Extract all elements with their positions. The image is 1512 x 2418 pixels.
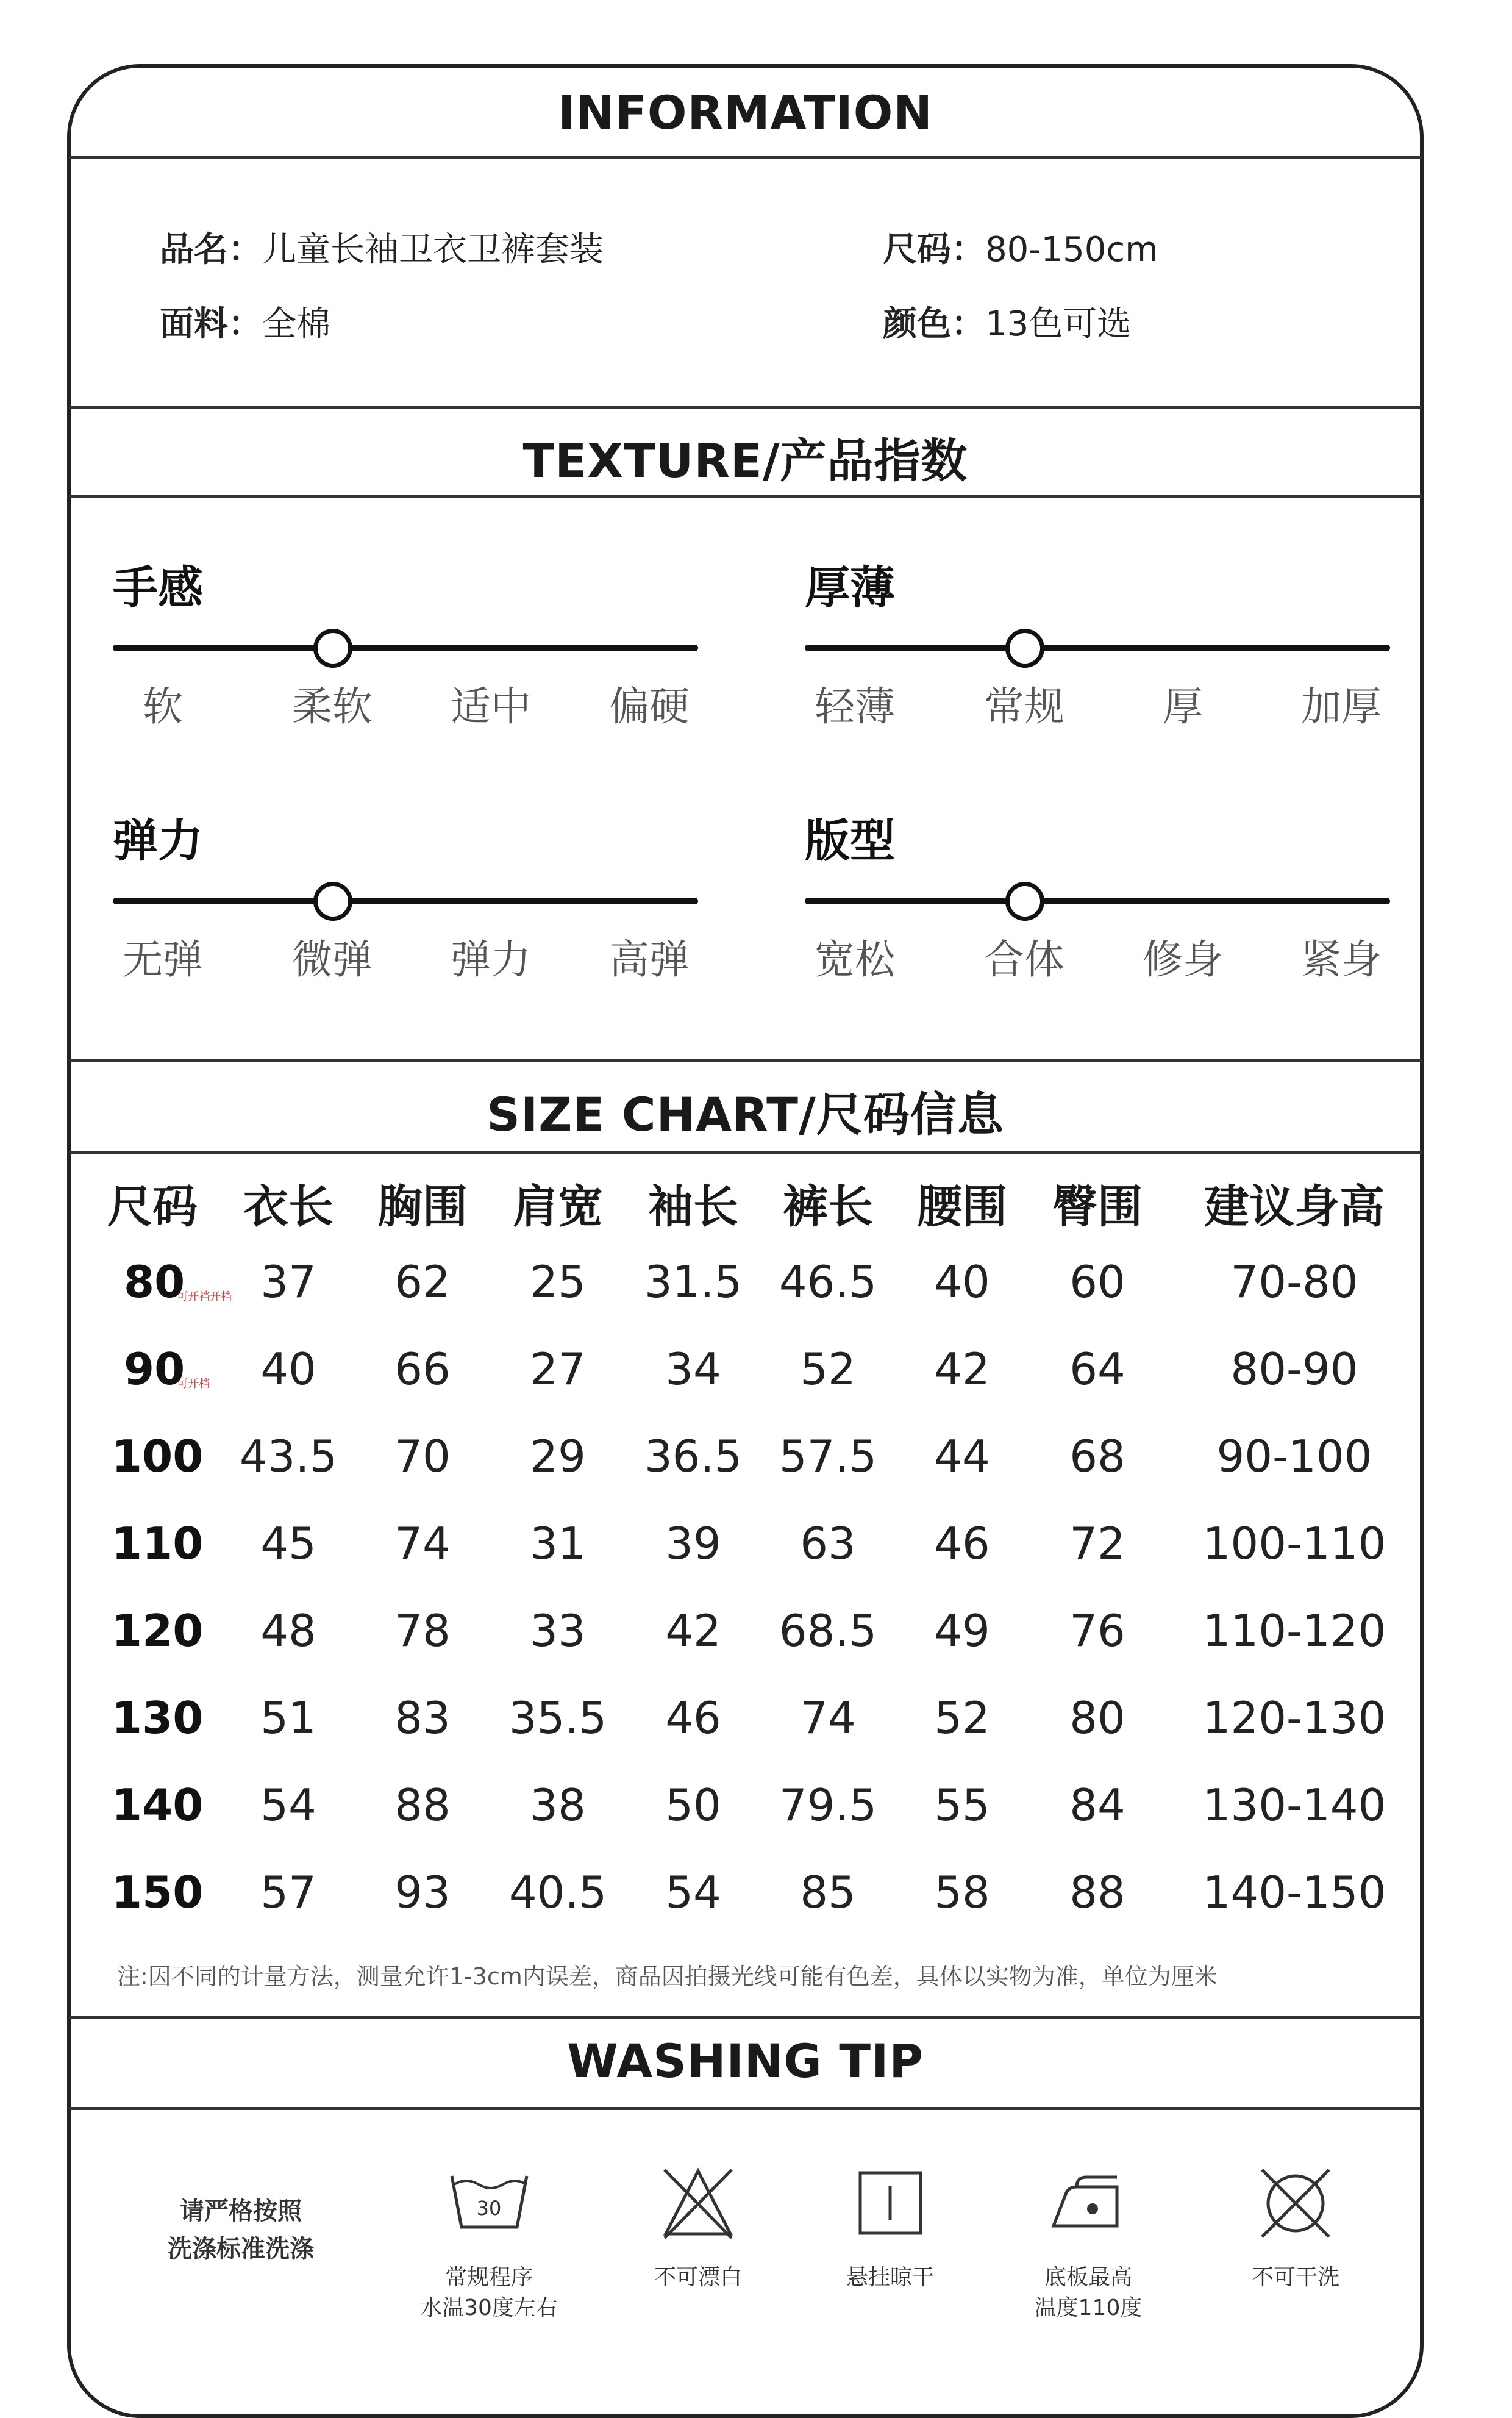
size-header-cell: 肩宽 <box>513 1181 603 1233</box>
wash-30-caption <box>420 2262 558 2323</box>
no-dry-clean-caption: 不可干洗 <box>1251 2265 1340 2290</box>
product-name-row <box>160 223 604 271</box>
divider <box>69 495 1422 498</box>
size-cell: 76 <box>1069 1605 1125 1656</box>
size-cell: 55 <box>934 1780 990 1831</box>
size-cell: 68.5 <box>779 1605 877 1656</box>
size-cell: 39 <box>665 1518 721 1569</box>
iron-110-icon <box>1049 2171 1128 2235</box>
size-cell: 58 <box>934 1867 990 1918</box>
texture-option: 微弹 <box>292 936 373 983</box>
texture-knob <box>1005 629 1044 668</box>
size-cell: 57 <box>260 1867 316 1918</box>
size-cell: 46 <box>665 1692 721 1744</box>
washing-intro-line1: 请严格按照 <box>180 2197 302 2225</box>
size-value: 150 <box>112 1867 204 1918</box>
size-chart-title: SIZE CHART/尺码信息 <box>487 1087 1004 1142</box>
size-cell: 74 <box>800 1692 856 1744</box>
size-cell: 42 <box>934 1343 990 1395</box>
iron-caption <box>1035 2262 1143 2323</box>
size-cell: 40.5 <box>508 1867 607 1918</box>
size-cell: 40 <box>934 1256 990 1307</box>
texture-slider <box>113 552 704 730</box>
size-cell: 90-100 <box>1216 1431 1372 1482</box>
no-dry-clean-icon <box>1256 2164 1335 2243</box>
size-cell: 40 <box>260 1343 316 1395</box>
texture-label: 弹力 <box>113 815 203 867</box>
washing-intro <box>140 2192 341 2268</box>
size-cell: 33 <box>530 1605 586 1656</box>
texture-slider <box>805 805 1396 983</box>
size-cell: 64 <box>1069 1343 1125 1395</box>
size-value: 110 <box>112 1518 204 1569</box>
size-cell: 68 <box>1069 1431 1125 1482</box>
size-cell: 74 <box>394 1518 451 1569</box>
texture-label: 厚薄 <box>805 562 895 614</box>
size-note: 可开裆开档 <box>177 1290 232 1303</box>
size-cell: 42 <box>665 1605 721 1656</box>
size-value: 130 <box>112 1692 204 1744</box>
size-cell: 72 <box>1069 1518 1125 1569</box>
size-cell: 70-80 <box>1230 1256 1358 1307</box>
size-cell: 45 <box>260 1518 316 1569</box>
size-cell: 78 <box>394 1605 451 1656</box>
texture-title: TEXTURE/产品指数 <box>522 434 968 488</box>
size-cell: 37 <box>260 1256 316 1307</box>
size-header-cell: 尺码 <box>107 1181 198 1233</box>
texture-track <box>113 898 698 904</box>
size-cell: 88 <box>1069 1867 1125 1918</box>
size-cell: 25 <box>530 1256 586 1307</box>
wash-30-caption-line2: 水温30度左右 <box>420 2295 558 2320</box>
fabric-row <box>160 297 330 346</box>
size-cell: 70 <box>394 1431 451 1482</box>
texture-option: 柔软 <box>292 683 373 730</box>
size-header-cell: 裤长 <box>783 1181 873 1233</box>
size-value: 120 <box>112 1605 204 1656</box>
size-range-label: 尺码： <box>883 230 985 270</box>
color-label: 颜色： <box>883 304 985 344</box>
size-cell: 35.5 <box>508 1692 607 1744</box>
size-cell: 50 <box>665 1780 721 1831</box>
size-cell: 46.5 <box>779 1256 877 1307</box>
size-header-cell: 臀围 <box>1052 1181 1143 1233</box>
size-value: 90 <box>124 1343 185 1395</box>
size-cell: 140-150 <box>1202 1867 1386 1918</box>
size-header-cell: 胸围 <box>377 1181 468 1233</box>
texture-option: 弹力 <box>451 936 531 983</box>
no-bleach-icon <box>658 2164 738 2243</box>
divider <box>69 1059 1422 1062</box>
size-cell: 93 <box>394 1867 451 1918</box>
texture-option: 轻薄 <box>815 683 895 730</box>
texture-option: 偏硬 <box>609 683 690 730</box>
size-cell: 60 <box>1069 1256 1125 1307</box>
size-cell: 84 <box>1069 1780 1125 1831</box>
divider <box>69 406 1422 409</box>
size-header-cell: 袖长 <box>648 1181 738 1233</box>
size-cell: 80-90 <box>1230 1343 1358 1395</box>
texture-option: 紧身 <box>1301 936 1382 983</box>
washing-title: WASHING TIP <box>566 2034 924 2088</box>
washing-intro-line2: 洗涤标准洗涤 <box>168 2235 314 2263</box>
texture-label: 版型 <box>805 815 895 867</box>
size-cell: 52 <box>800 1343 856 1395</box>
fabric-label: 面料： <box>160 304 262 344</box>
hang-dry-icon <box>855 2168 925 2238</box>
texture-option: 厚 <box>1163 683 1203 730</box>
texture-option: 无弹 <box>123 936 203 983</box>
texture-option: 加厚 <box>1301 683 1382 730</box>
wash-30-caption-line1: 常规程序 <box>444 2265 533 2290</box>
size-cell: 66 <box>394 1343 451 1395</box>
texture-label: 手感 <box>113 562 203 614</box>
size-header-cell: 衣长 <box>243 1181 333 1233</box>
texture-option: 修身 <box>1143 936 1223 983</box>
texture-option: 常规 <box>984 683 1064 730</box>
wash-temp-badge: 30 <box>476 2197 502 2220</box>
texture-knob <box>313 882 352 921</box>
size-header-cell: 建议身高 <box>1204 1181 1385 1233</box>
size-cell: 110-120 <box>1202 1605 1386 1656</box>
size-cell: 43.5 <box>239 1431 338 1482</box>
size-cell: 38 <box>530 1780 586 1831</box>
texture-track <box>113 645 698 651</box>
size-range-value: 80-150cm <box>985 230 1158 270</box>
texture-knob <box>1005 882 1044 921</box>
texture-track <box>805 898 1390 904</box>
size-value: 100 <box>112 1431 204 1482</box>
size-cell: 130-140 <box>1202 1780 1386 1831</box>
size-cell: 34 <box>665 1343 721 1395</box>
texture-option: 高弹 <box>609 936 690 983</box>
size-footnote: 注:因不同的计量方法，测量允许1-3cm内误差，商品因拍摄光线可能有色差，具体以实物为准，单位为厘米 <box>117 1963 1218 1990</box>
texture-knob <box>313 629 352 668</box>
divider <box>69 2107 1422 2110</box>
size-note: 可开档 <box>177 1378 210 1390</box>
size-cell: 85 <box>800 1867 856 1918</box>
size-cell: 52 <box>934 1692 990 1744</box>
size-cell: 79.5 <box>779 1780 877 1831</box>
size-cell: 54 <box>665 1867 721 1918</box>
divider <box>69 2016 1422 2019</box>
size-cell: 44 <box>934 1431 990 1482</box>
texture-option: 适中 <box>451 683 531 730</box>
texture-slider <box>113 805 704 983</box>
size-cell: 29 <box>530 1431 586 1482</box>
size-cell: 31.5 <box>644 1256 743 1307</box>
size-cell: 54 <box>260 1780 316 1831</box>
size-cell: 120-130 <box>1202 1692 1386 1744</box>
divider <box>69 1151 1422 1154</box>
texture-option: 合体 <box>984 936 1064 983</box>
product-name-label: 品名： <box>160 230 262 270</box>
size-cell: 88 <box>394 1780 451 1831</box>
size-cell: 46 <box>934 1518 990 1569</box>
size-cell: 36.5 <box>644 1431 743 1482</box>
size-range-row <box>883 223 1158 271</box>
texture-slider <box>805 552 1396 730</box>
divider <box>69 156 1422 159</box>
size-cell: 27 <box>530 1343 586 1395</box>
texture-option: 宽松 <box>815 936 895 983</box>
iron-caption-line1: 底板最高 <box>1044 2265 1132 2290</box>
wash-30-icon <box>448 2171 530 2235</box>
size-cell: 48 <box>260 1605 316 1656</box>
size-cell: 80 <box>1069 1692 1125 1744</box>
color-value: 13色可选 <box>985 304 1132 344</box>
size-cell: 51 <box>260 1692 316 1744</box>
size-cell: 100-110 <box>1202 1518 1386 1569</box>
size-cell: 49 <box>934 1605 990 1656</box>
size-value: 140 <box>112 1780 204 1831</box>
texture-option: 软 <box>143 683 183 730</box>
color-row <box>883 297 1131 346</box>
texture-track <box>805 645 1390 651</box>
size-cell: 31 <box>530 1518 586 1569</box>
size-cell: 83 <box>394 1692 451 1744</box>
no-bleach-caption: 不可漂白 <box>654 2265 743 2290</box>
information-title: INFORMATION <box>558 85 933 140</box>
size-cell: 57.5 <box>779 1431 877 1482</box>
size-header-cell: 腰围 <box>917 1181 1007 1233</box>
size-cell: 62 <box>394 1256 451 1307</box>
hang-dry-caption: 悬挂晾干 <box>846 2265 935 2290</box>
size-cell: 63 <box>800 1518 856 1569</box>
fabric-value: 全棉 <box>262 304 330 344</box>
size-value: 80 <box>124 1256 185 1307</box>
iron-caption-line2: 温度110度 <box>1034 2295 1143 2320</box>
product-name-value: 儿童长袖卫衣卫裤套装 <box>262 230 604 270</box>
